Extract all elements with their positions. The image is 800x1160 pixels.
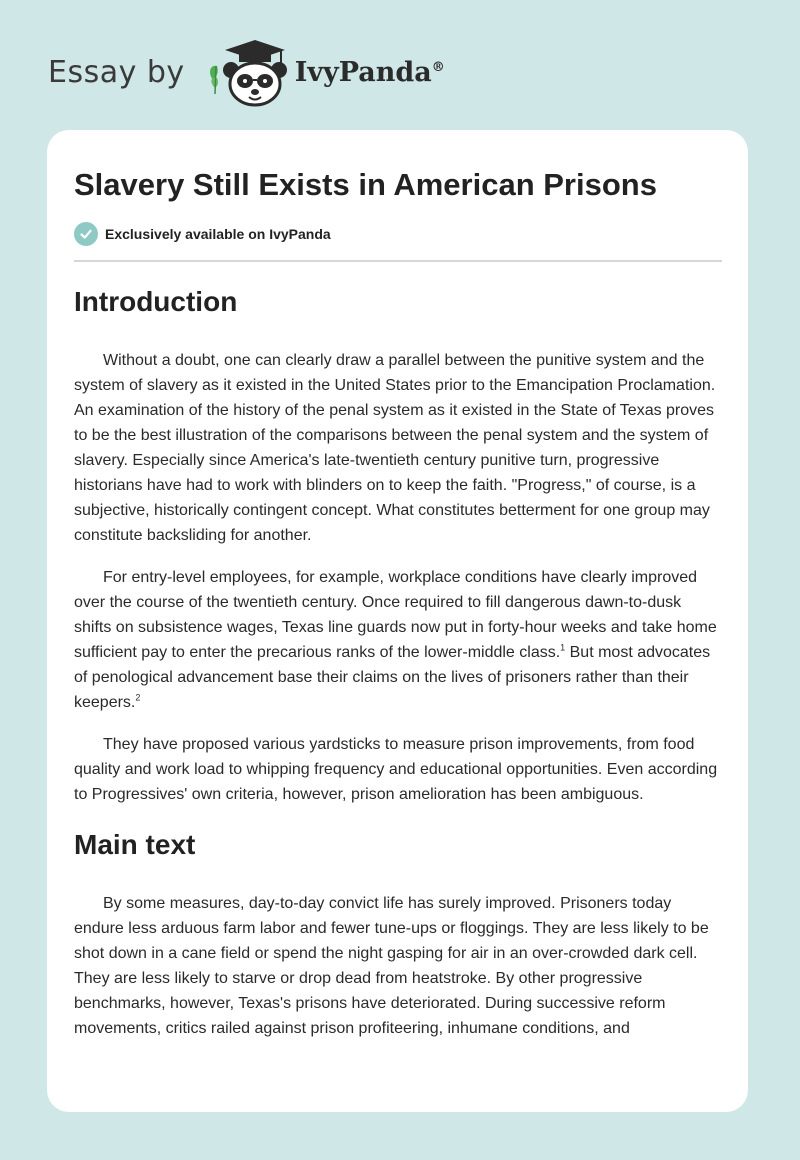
ivypanda-logo-icon — [203, 36, 291, 108]
paragraph: They have proposed various yardsticks to measure prison improvements, from food quality and work load to whipping frequency and educational opportunities. Even according to Progressives' own criteria, however, prison amelioration has been ambiguous. — [74, 736, 718, 803]
check-icon — [74, 222, 98, 246]
divider — [74, 260, 722, 262]
section-heading-main-text: Main text — [74, 829, 196, 860]
exclusive-badge-text: Exclusively available on IvyPanda — [105, 226, 331, 242]
essay-title: Slavery Still Exists in American Prisons — [74, 167, 657, 202]
footnote-2[interactable]: 2 — [135, 692, 141, 703]
footnote-1[interactable]: 1 — [560, 642, 566, 653]
paragraph: By some measures, day-to-day convict life has surely improved. Prisoners today endure less arduous farm labor and fewer tune-ups or floggings. They are less likely to be shot down in a cane field or spend the night gasping for air in an over-crowded dark cell. They are less likely to starve or drop dead from heatstroke. By other progressive benchmarks, however, Texas's prisons have deteriorated. During successive reform movements, critics railed against prison profiteering, inhumane conditions, and — [74, 895, 709, 1037]
registered-mark: ® — [431, 59, 445, 75]
brand-name — [295, 57, 445, 88]
essay-card — [47, 130, 748, 1112]
essay-by-label: Essay by — [48, 54, 185, 90]
section-heading-introduction: Introduction — [74, 286, 238, 317]
exclusive-badge — [74, 222, 722, 246]
site-header — [48, 36, 445, 108]
brand-text: IvyPanda — [294, 56, 432, 88]
paragraph — [74, 565, 722, 715]
paragraph-text: But most advocates of penological advancement base their claims on the lives of prisoners rather than their keepers. — [74, 644, 711, 711]
paragraph-text: For entry-level employees, for example, workplace conditions have clearly improved over the course of the twentieth century. Once required to fill dangerous dawn-to-dusk shifts on subsistence wages, Texas line guards now put in forty-hour weeks and take home sufficient pay to enter the precarious ranks of the lower-middle class. — [74, 569, 717, 661]
paragraph: Without a doubt, one can clearly draw a parallel between the punitive system and the system of slavery as it existed in the United States prior to the Emancipation Proclamation. An examination of the history of the penal system as it existed in the State of Texas proves to be the best illustration of the comparisons between the penal system and the system of slavery. Especially since America's late-twentieth century punitive turn, progressive historians have had to work with blinders on to keep the faith. "Progress," of course, is a subjective, historically contingent concept. What constitutes betterment for one group may constitute backsliding for another. — [74, 352, 716, 544]
